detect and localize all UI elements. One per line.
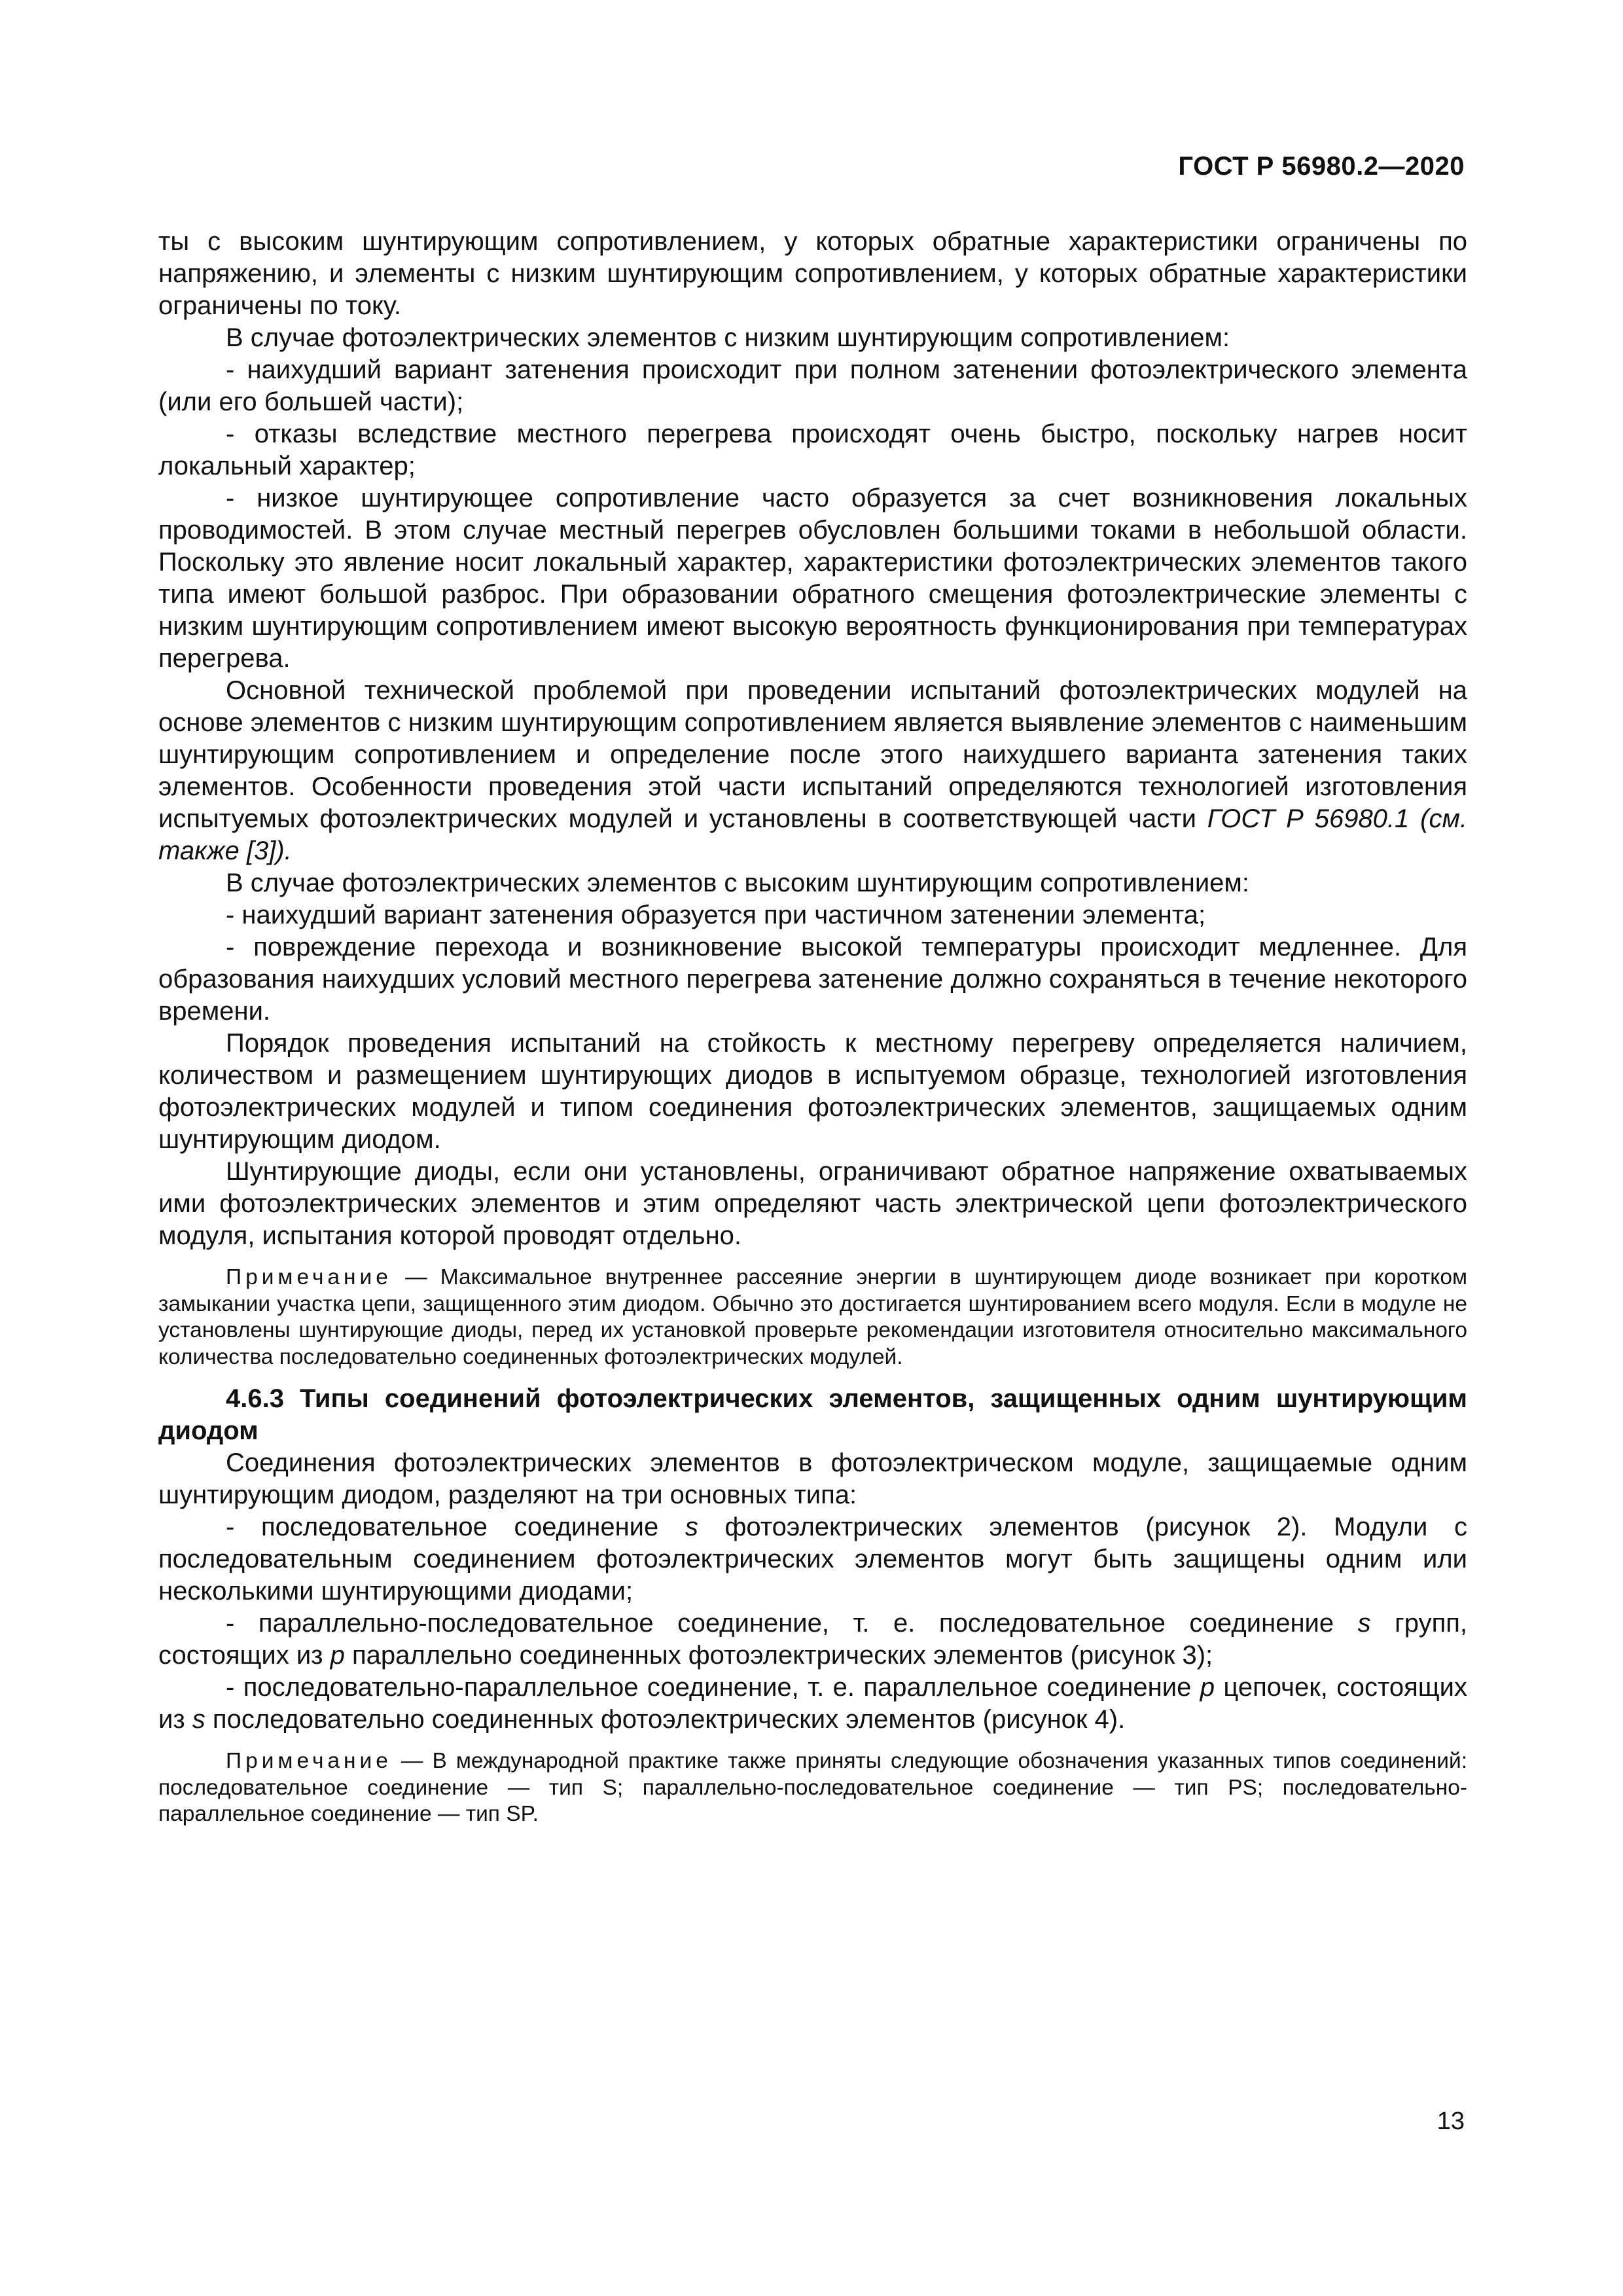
paragraph <box>158 675 1467 867</box>
list-text: - последовательное соединение <box>226 1513 685 1541</box>
note-text: — В международной практике также приняты следующие обозначения указанных типов соединений: последовательное соединение — тип S; параллельно-последовательное соединение — тип PS; последовательно-параллельное соединение — тип SP. <box>158 1749 1467 1826</box>
list-text: последовательно соединенных фотоэлектрических элементов (рисунок 4). <box>205 1705 1126 1734</box>
list-item <box>158 1672 1467 1736</box>
list-text: - параллельно-последовательное соединение, т. е. последовательное соединение <box>226 1609 1358 1638</box>
note-text: — Максимальное внутреннее рассеяние энергии в шунтирующем диоде возникает при коротком замыкании участка цепи, защищенного этим диодом. Обычно это достигается шунтированием всего модуля. Если в модуле не установлены шунтирующие диоды, перед их установкой проверьте рекомендации изготовителя относительно максимального количества последовательно соединенных фотоэлектрических модулей. <box>158 1265 1467 1369</box>
list-item <box>158 1511 1467 1607</box>
list-text: цепочек, состоящих из <box>158 1673 1467 1734</box>
paragraph: В случае фотоэлектрических элементов с низким шунтирующим сопротивлением: <box>226 323 1230 352</box>
list-item: - наихудший вариант затенения происходит при полном затенении фотоэлектрического элемента (или его большей части); <box>158 355 1467 416</box>
variable: s <box>1357 1609 1371 1638</box>
paragraph: Соединения фотоэлектрических элементов в фотоэлектрическом модуле, защищаемые одним шунтирующим диодом, разделяют на три основных типа: <box>158 1448 1467 1509</box>
variable: s <box>685 1513 698 1541</box>
variable: s <box>192 1705 205 1734</box>
paragraph: Шунтирующие диоды, если они установлены, ограничивают обратное напряжение охватываемых ими фотоэлектрических элементов и этим определяют часть электрической цепи фотоэлектрического модуля, испытания которой проводят отдельно. <box>158 1157 1467 1250</box>
list-text: - последовательно-параллельное соединение, т. е. параллельное соединение <box>226 1673 1200 1702</box>
list-text: групп, состоящих из <box>158 1609 1467 1670</box>
paragraph-text: Основной технической проблемой при проведении испытаний фотоэлектрических модулей на основе элементов с низким шунтирующим сопротивлением является выявление элементов с наименьшим шунтирующим сопротивлением и определение после этого наихудшего варианта затенения таких элементов. Особенности проведения этой части испытаний определяются технологией изготовления испытуемых фотоэлектрических модулей и установлены в соответствующей части <box>158 676 1467 833</box>
list-item: - наихудший вариант затенения образуется при частичном затенении элемента; <box>226 901 1206 929</box>
paragraph: ты с высоким шунтирующим сопротивлением, у которых обратные характеристики ограничены по напряжению, и элементы с низким шунтирующим сопротивлением, у которых обратные характеристики ограничены по току. <box>158 227 1467 320</box>
note-label: Примечание <box>226 1749 392 1773</box>
variable: p <box>330 1641 345 1670</box>
section-heading: 4.6.3 Типы соединений фотоэлектрических элементов, защищенных одним шунтирующим диодом <box>158 1384 1467 1445</box>
note-label: Примечание <box>226 1265 392 1289</box>
document-body <box>158 226 1467 1840</box>
paragraph: Порядок проведения испытаний на стойкость к местному перегреву определяется наличием, количеством и размещением шунтирующих диодов в испытуемом образце, технологией изготовления фотоэлектрических модулей и типом соединения фотоэлектрических элементов, защищаемых одним шунтирующим диодом. <box>158 1029 1467 1154</box>
paragraph: В случае фотоэлектрических элементов с высоким шунтирующим сопротивлением: <box>226 869 1250 897</box>
variable: p <box>1200 1673 1215 1702</box>
list-item: - отказы вследствие местного перегрева происходят очень быстро, поскольку нагрев носит локальный характер; <box>158 420 1467 480</box>
page-number: 13 <box>1436 2108 1465 2135</box>
list-item: - низкое шунтирующее сопротивление часто образуется за счет возникновения локальных проводимостей. В этом случае местный перегрев обусловлен большими токами в небольшой области. Поскольку это явление носит локальный характер, характеристики фотоэлектрических элементов такого типа имеют большой разброс. При образовании обратного смещения фотоэлектрические элементы с низким шунтирующим сопротивлением имеют высокую вероятность функционирования при температурах перегрева. <box>158 484 1467 673</box>
list-text: параллельно соединенных фотоэлектрических элементов (рисунок 3); <box>344 1641 1213 1670</box>
note <box>158 1748 1467 1828</box>
list-item <box>158 1607 1467 1672</box>
standard-reference: ГОСТ Р 56980.1 (см. также [3]). <box>158 804 1468 865</box>
document-header: ГОСТ Р 56980.2—2020 <box>1178 152 1465 181</box>
list-item: - повреждение перехода и возникновение высокой температуры происходит медленнее. Для образования наихудших условий местного перегрева затенение должно сохраняться в течение некоторого времени. <box>158 933 1467 1026</box>
list-text: фотоэлектрических элементов (рисунок 2). Модули с последовательным соединением фотоэлектрических элементов могут быть защищены одним или несколькими шунтирующими диодами; <box>158 1513 1467 1605</box>
note <box>158 1265 1467 1371</box>
